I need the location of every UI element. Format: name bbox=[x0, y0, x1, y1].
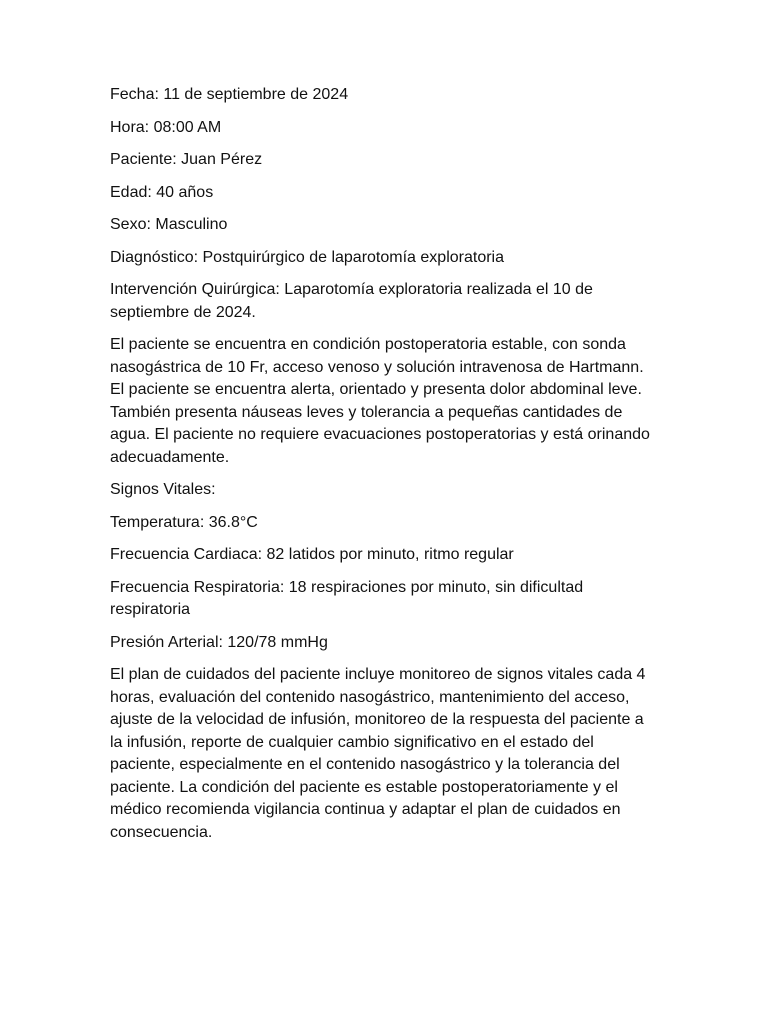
frecuencia-cardiaca-line: Frecuencia Cardiaca: 82 latidos por minuto, ritmo regular bbox=[110, 546, 514, 563]
sexo-line: Sexo: Masculino bbox=[110, 216, 228, 233]
intervencion-line: Intervención Quirúrgica: Laparotomía exploratoria realizada el 10 de septiembre de 2024. bbox=[110, 281, 593, 321]
document-body bbox=[110, 84, 660, 854]
paciente-line: Paciente: Juan Pérez bbox=[110, 151, 263, 168]
estado-paragraph: El paciente se encuentra en condición postoperatoria estable, con sonda nasogástrica de 10 Fr, acceso venoso y solución intravenosa de Hartmann. El paciente se encuentra alerta, orientado y presenta dolor abdominal leve. También presenta náuseas leves y tolerancia a pequeñas cantidades de agua. El paciente no requiere evacuaciones postoperatorias y está orinando adecuadamente. bbox=[110, 336, 650, 466]
fecha-line: Fecha: 11 de septiembre de 2024 bbox=[110, 86, 349, 103]
plan-paragraph: El plan de cuidados del paciente incluye monitoreo de signos vitales cada 4 horas, evaluación del contenido nasogástrico, mantenimiento del acceso, ajuste de la velocidad de infusión, monitoreo de la respuesta del paciente a la infusión, reporte de cualquier cambio significativo en el estado del paciente, especialmente en el contenido nasogástrico y la tolerancia del paciente. La condición del paciente es estable postoperatoriamente y el médico recomienda vigilancia continua y adaptar el plan de cuidados en consecuencia. bbox=[110, 666, 646, 841]
presion-arterial-line: Presión Arterial: 120/78 mmHg bbox=[110, 633, 328, 651]
hora-line: Hora: 08:00 AM bbox=[110, 118, 222, 136]
edad-line: Edad: 40 años bbox=[110, 183, 214, 201]
signos-vitales-heading: Signos Vitales: bbox=[110, 481, 216, 498]
diagnostico-line: Diagnóstico: Postquirúrgico de laparotomía exploratoria bbox=[110, 248, 504, 266]
frecuencia-respiratoria-line: Frecuencia Respiratoria: 18 respiraciones por minuto, sin dificultad respiratoria bbox=[110, 578, 584, 618]
temperatura-line: Temperatura: 36.8°C bbox=[110, 513, 258, 531]
